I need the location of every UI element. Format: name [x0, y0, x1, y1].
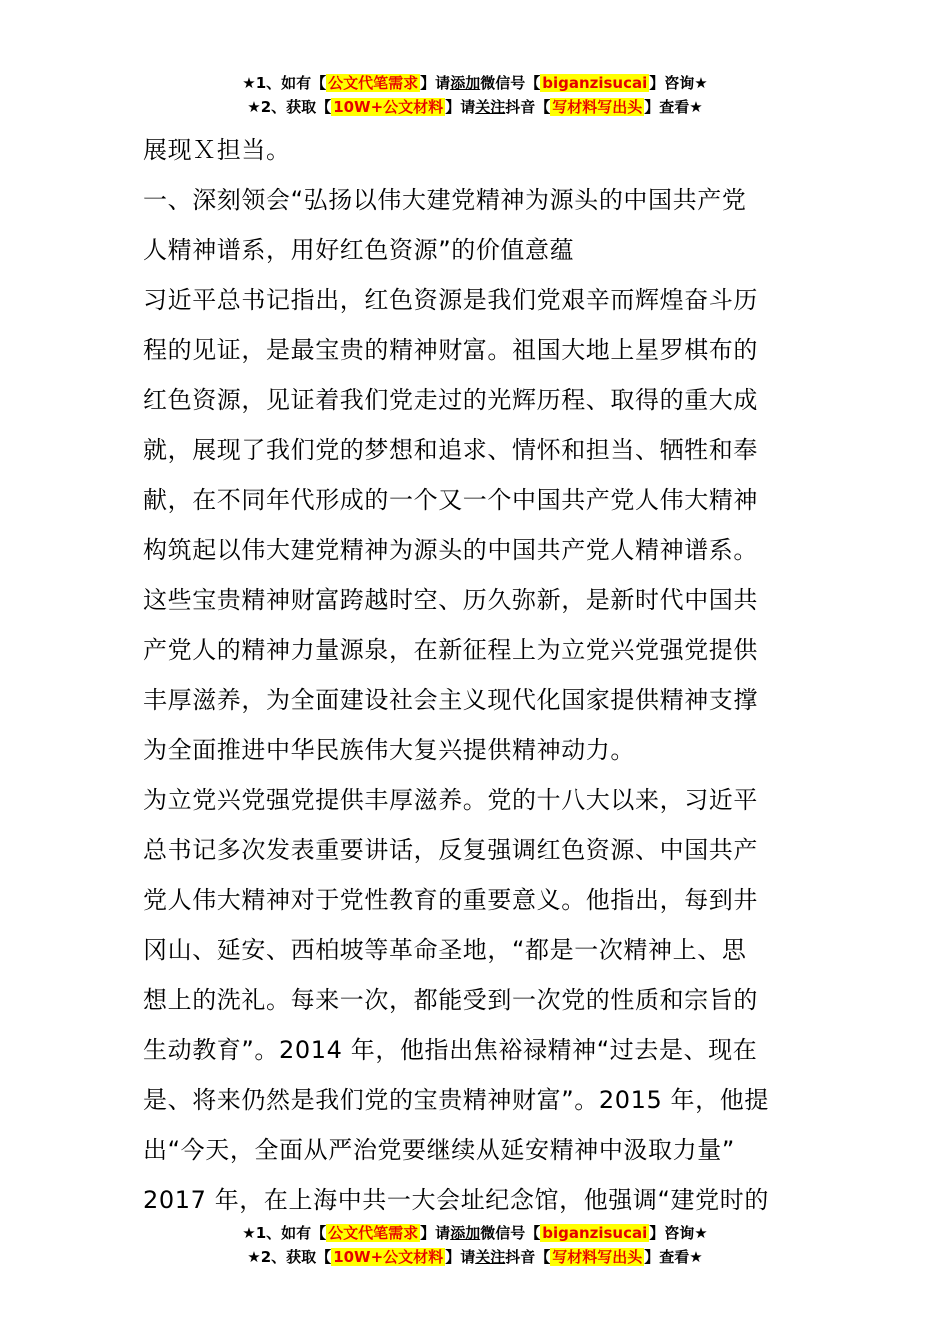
highlight-douyin: 写材料写出头: [552, 98, 643, 116]
text-line: 红色资源，见证着我们党走过的光辉历程、取得的重大成: [143, 386, 758, 414]
text-line: 为立党兴党强党提供丰厚滋养。党的十八大以来，习近平: [143, 786, 758, 814]
section-heading: 人精神谱系，用好红色资源”的价值意蕴: [143, 236, 575, 264]
text-line: 展现Ｘ担当。: [143, 136, 291, 164]
highlight-service: 公文代笔需求: [328, 1224, 419, 1242]
text-line: 就，展现了我们党的梦想和追求、情怀和担当、牺牲和奉: [143, 436, 758, 464]
section-heading: 一、深刻领会“弘扬以伟大建党精神为源头的中国共产党: [143, 186, 747, 214]
highlight-wechat-id: biganzisucai: [542, 74, 648, 92]
text-line: 想上的洗礼。每来一次，都能受到一次党的性质和宗旨的: [143, 986, 758, 1014]
text-line: 冈山、延安、西柏坡等革命圣地，“都是一次精神上、思: [143, 936, 747, 964]
text-line: 这些宝贵精神财富跨越时空、历久弥新，是新时代中国共: [143, 586, 758, 614]
text-line: 总书记多次发表重要讲话，反复强调红色资源、中国共产: [143, 836, 758, 864]
highlight-douyin: 写材料写出头: [552, 1248, 643, 1266]
banner-line-1: ★1、如有【 公文代笔需求 】请添加微信号【 biganzisucai 】咨询★: [242, 74, 708, 92]
text-line: 出“今天，全面从严治党要继续从延安精神中汲取力量”: [143, 1136, 735, 1164]
text-line: 是、将来仍然是我们党的宝贵精神财富”。2015 年，他提: [143, 1086, 769, 1114]
banner-line-2: ★2、获取【 10W+公文材料 】请关注抖音【 写材料写出头 】查看★: [247, 98, 703, 116]
text-line: 为全面推进中华民族伟大复兴提供精神动力。: [143, 736, 635, 764]
banner-line-2: ★2、获取【 10W+公文材料 】请关注抖音【 写材料写出头 】查看★: [247, 1248, 703, 1266]
highlight-wechat-id: biganzisucai: [542, 1224, 648, 1242]
text-line: 2017 年，在上海中共一大会址纪念馆，他强调“建党时的: [143, 1186, 769, 1214]
header-banner: [0, 72, 950, 120]
text-line: 生动教育”。2014 年，他指出焦裕禄精神“过去是、现在: [143, 1036, 758, 1064]
banner-line-1: ★1、如有【 公文代笔需求 】请添加微信号【 biganzisucai 】咨询★: [242, 1224, 708, 1242]
text-line: 构筑起以伟大建党精神为源头的中国共产党人精神谱系。: [143, 536, 758, 564]
footer-banner: [0, 1222, 950, 1270]
text-line: 习近平总书记指出，红色资源是我们党艰辛而辉煌奋斗历: [143, 286, 758, 314]
document-body: [143, 125, 807, 1225]
text-line: 产党人的精神力量源泉，在新征程上为立党兴党强党提供: [143, 636, 758, 664]
text-line: 丰厚滋养，为全面建设社会主义现代化国家提供精神支撑: [143, 686, 758, 714]
highlight-materials: 10W+公文材料: [333, 98, 444, 116]
highlight-materials: 10W+公文材料: [333, 1248, 444, 1266]
highlight-service: 公文代笔需求: [328, 74, 419, 92]
text-line: 献，在不同年代形成的一个又一个中国共产党人伟大精神: [143, 486, 758, 514]
text-line: 程的见证，是最宝贵的精神财富。祖国大地上星罗棋布的: [143, 336, 758, 364]
text-line: 党人伟大精神对于党性教育的重要意义。他指出，每到井: [143, 886, 758, 914]
